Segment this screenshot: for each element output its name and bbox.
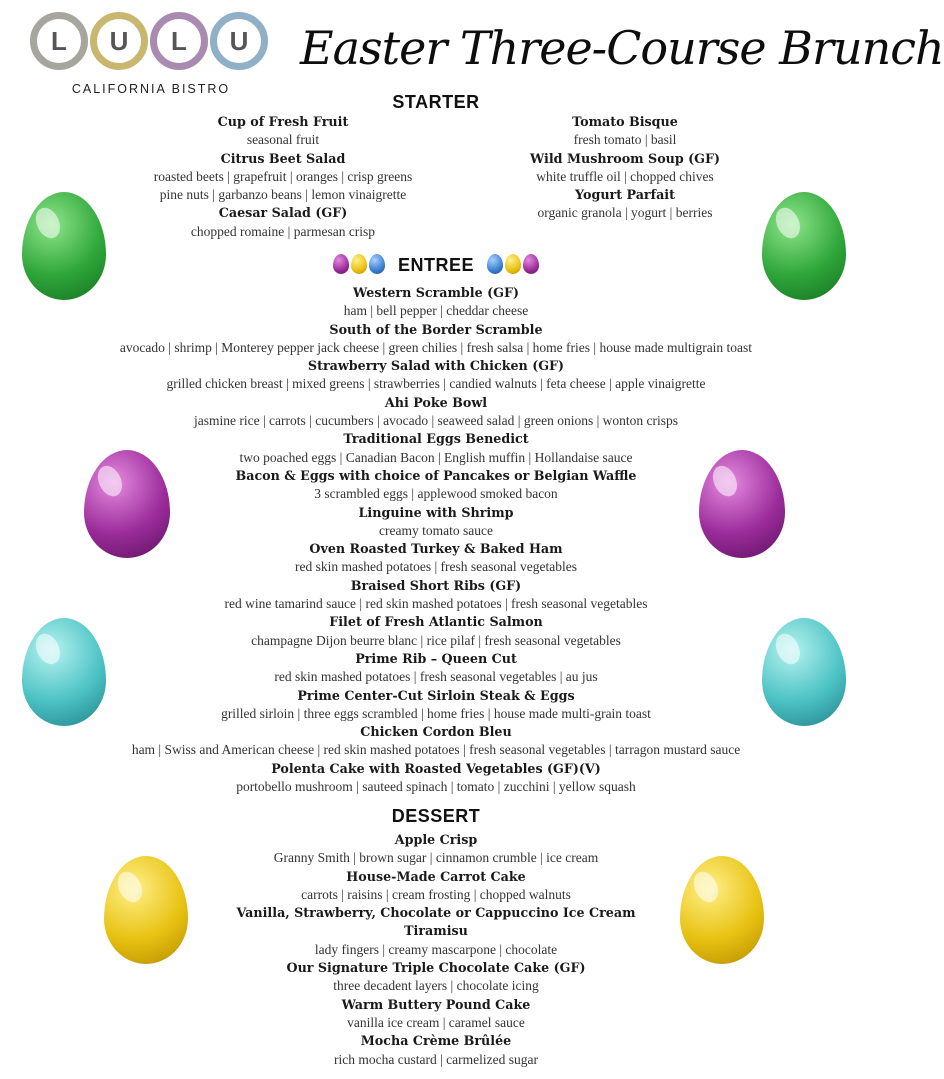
mini-egg-blue-icon: [487, 254, 503, 274]
entree-item-desc: grilled chicken breast | mixed greens | strawberries | candied walnuts | feta cheese | apple vinaigrette: [166, 376, 706, 392]
logo-letter-l-2: L: [150, 12, 208, 70]
starter-left-column: [110, 113, 456, 241]
mini-egg-purple-icon: [523, 254, 539, 274]
entree-item-desc: jasmine rice | carrots | cucumbers | avocado | seaweed salad | green onions | wonton crisps: [193, 413, 679, 429]
starter-item-desc: fresh tomato | basil: [573, 132, 677, 148]
entree-item-name: Prime Rib – Queen Cut: [355, 650, 517, 666]
entree-item-desc: two poached eggs | Canadian Bacon | English muffin | Hollandaise sauce: [239, 449, 633, 465]
entree-item-name: Western Scramble (GF): [353, 285, 519, 300]
dessert-item-name: House-Made Carrot Cake: [346, 868, 526, 884]
dessert-list: [20, 831, 852, 1069]
entree-item-name: Filet of Fresh Atlantic Salmon: [329, 614, 543, 630]
dessert-heading: DESSERT: [391, 806, 481, 826]
starter-right-column: [470, 113, 780, 223]
dessert-item-desc: carrots | raisins | cream frosting | chopped walnuts: [301, 886, 571, 902]
logo-subtitle: CALIFORNIA BISTRO: [71, 82, 231, 96]
entree-item-name: Chicken Cordon Bleu: [360, 724, 512, 740]
entree-item-name: Braised Short Ribs (GF): [350, 577, 522, 593]
entree-item-name: Prime Center-Cut Sirloin Steak & Eggs: [297, 687, 575, 703]
logo-letter-u-2: U: [210, 12, 268, 70]
entree-item-name: Oven Roasted Turkey & Baked Ham: [309, 541, 563, 557]
entree-item-desc: champagne Dijon beurre blanc | rice pilaf | fresh seasonal vegetables: [251, 632, 621, 648]
entree-heading-row: [236, 254, 636, 276]
starter-item-name: Cup of Fresh Fruit: [217, 114, 349, 129]
entree-item-name: Strawberry Salad with Chicken (GF): [307, 358, 565, 374]
entree-item-name: South of the Border Scramble: [329, 321, 543, 337]
entree-item-name: Bacon & Eggs with choice of Pancakes or Belgian Waffle: [235, 467, 637, 483]
entree-item-name: Polenta Cake with Roasted Vegetables (GF)(V): [271, 760, 601, 776]
starter-item-name: Tomato Bisque: [572, 114, 678, 129]
entree-list: [20, 284, 852, 796]
menu-headline: Easter Three-Course Brunch: [300, 21, 944, 75]
logo-letter-l-1: L: [30, 12, 88, 70]
dessert-item-name: Tiramisu: [404, 923, 468, 939]
entree-heading: ENTREE: [397, 255, 474, 275]
starter-item-name: Caesar Salad (GF): [218, 205, 348, 221]
starter-item-desc: roasted beets | grapefruit | oranges | crisp greens: [153, 168, 413, 184]
dessert-item-desc: rich mocha custard | carmelized sugar: [334, 1051, 538, 1067]
entree-item-desc: ham | bell pepper | cheddar cheese: [343, 303, 529, 319]
entree-item-name: Ahi Poke Bowl: [384, 394, 488, 410]
starter-item-name: Wild Mushroom Soup (GF): [529, 150, 721, 166]
dessert-item-name: Warm Buttery Pound Cake: [341, 996, 531, 1012]
dessert-item-name: Our Signature Triple Chocolate Cake (GF): [286, 960, 586, 976]
dessert-item-name: Apple Crisp: [394, 832, 478, 847]
starter-heading: STARTER: [392, 92, 480, 112]
logo-letters: [30, 12, 272, 70]
dessert-item-desc: three decadent layers | chocolate icing: [333, 978, 539, 994]
entree-item-desc: creamy tomato sauce: [379, 522, 493, 538]
entree-item-desc: ham | Swiss and American cheese | red skin mashed potatoes | fresh seasonal vegetables | tarragon mustard sauce: [131, 742, 741, 758]
dessert-item-name: Mocha Crème Brûlée: [360, 1033, 512, 1049]
entree-item-desc: 3 scrambled eggs | applewood smoked bacon: [314, 486, 558, 502]
entree-item-desc: portobello mushroom | sauteed spinach | tomato | zucchini | yellow squash: [236, 779, 636, 795]
entree-item-desc: avocado | shrimp | Monterey pepper jack cheese | green chilies | fresh salsa | home fries | house made multigrain toast: [119, 339, 753, 355]
entree-item-desc: red skin mashed potatoes | fresh seasonal vegetables: [295, 559, 577, 575]
entree-item-name: Traditional Eggs Benedict: [343, 431, 529, 447]
starter-item-desc: organic granola | yogurt | berries: [537, 205, 713, 221]
starter-item-desc: white truffle oil | chopped chives: [536, 168, 714, 184]
starter-item-name: Citrus Beet Salad: [220, 150, 346, 166]
entree-item-desc: grilled sirloin | three eggs scrambled | home fries | house made multi-grain toast: [221, 705, 651, 721]
logo-letter-u-1: U: [90, 12, 148, 70]
starter-item-desc: pine nuts | garbanzo beans | lemon vinaigrette: [159, 187, 407, 203]
dessert-item-desc: Granny Smith | brown sugar | cinnamon crumble | ice cream: [273, 850, 599, 866]
mini-egg-blue-icon: [369, 254, 385, 274]
starter-item-desc: seasonal fruit: [246, 132, 320, 148]
dessert-item-name: Vanilla, Strawberry, Chocolate or Cappuccino Ice Cream: [236, 905, 636, 921]
entree-item-name: Linguine with Shrimp: [358, 504, 514, 520]
starter-item-name: Yogurt Parfait: [575, 187, 675, 203]
mini-egg-yellow-icon: [505, 254, 521, 274]
dessert-item-desc: vanilla ice cream | caramel sauce: [347, 1014, 525, 1030]
mini-egg-yellow-icon: [351, 254, 367, 274]
dessert-item-desc: lady fingers | creamy mascarpone | chocolate: [314, 941, 558, 957]
entree-item-desc: red skin mashed potatoes | fresh seasonal vegetables | au jus: [274, 669, 598, 685]
entree-item-desc: red wine tamarind sauce | red skin mashed potatoes | fresh seasonal vegetables: [224, 596, 648, 612]
starter-item-desc: chopped romaine | parmesan crisp: [190, 223, 376, 239]
mini-egg-purple-icon: [333, 254, 349, 274]
restaurant-logo: [30, 12, 272, 96]
